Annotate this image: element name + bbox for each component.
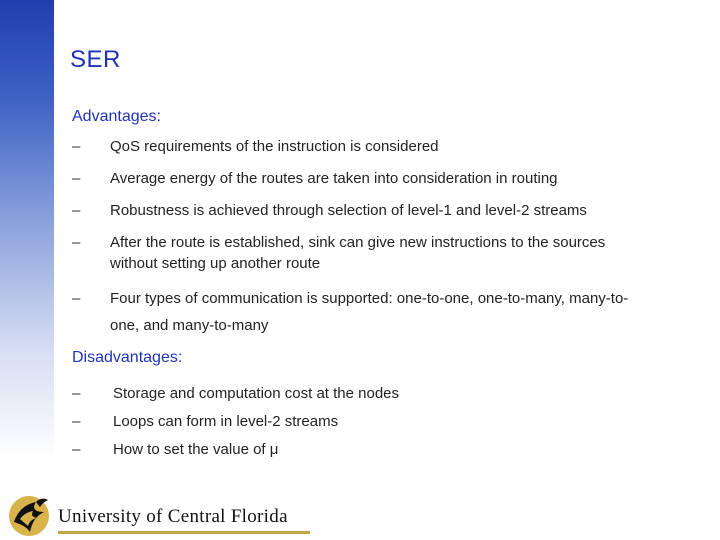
list-item-text: Storage and computation cost at the nodes	[113, 385, 400, 402]
pegasus-logo-icon	[6, 492, 52, 538]
list-item-text: Average energy of the routes are taken into consideration in routing	[110, 170, 558, 187]
bullet-dash: –	[72, 170, 81, 187]
bullet-dash: –	[72, 234, 81, 251]
list-item	[72, 383, 662, 404]
list-item-text: After the route is established, sink can give new instructions to the sources without setting up another route	[110, 234, 606, 272]
disadvantages-heading: Disadvantages:	[72, 349, 183, 366]
list-item	[72, 232, 620, 274]
advantages-list	[72, 136, 662, 339]
disadvantages-list	[72, 383, 662, 460]
bullet-dash: –	[72, 441, 81, 458]
left-gradient-bar	[0, 0, 54, 540]
slide-title: SER	[70, 46, 121, 73]
list-item-text: Loops can form in level-2 streams	[113, 413, 339, 430]
ucf-logo	[6, 492, 316, 538]
bullet-dash: –	[72, 385, 81, 402]
list-item	[72, 200, 662, 221]
advantages-heading: Advantages:	[72, 108, 161, 125]
list-item	[72, 136, 662, 157]
list-item-text: How to set the value of μ	[113, 441, 279, 458]
list-item-text: QoS requirements of the instruction is considered	[110, 138, 439, 155]
bullet-dash: –	[72, 290, 81, 307]
list-item-text: Four types of communication is supported: one-to-one, one-to-many, many-to-one, and many-to-many	[110, 290, 629, 334]
bullet-dash: –	[72, 138, 81, 155]
list-item	[72, 168, 662, 189]
list-item	[72, 439, 662, 460]
list-item	[72, 411, 662, 432]
bullet-dash: –	[72, 202, 81, 219]
list-item-text: Robustness is achieved through selection of level-1 and level-2 streams	[110, 202, 587, 219]
logo-text: University of Central Florida	[58, 506, 288, 527]
list-item	[72, 285, 630, 339]
logo-underline	[58, 531, 310, 534]
bullet-dash: –	[72, 413, 81, 430]
